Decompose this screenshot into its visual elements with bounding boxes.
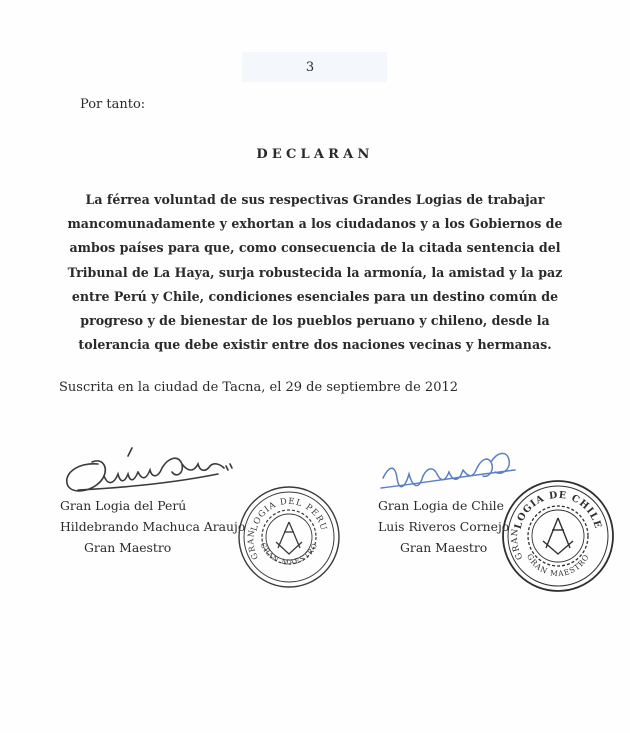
body-line: entre Perú y Chile, condiciones esenciales para un destino común de bbox=[71, 288, 559, 304]
body-line: La férrea voluntad de sus respectivas Grandes Logias de trabajar bbox=[85, 192, 545, 207]
svg-text:GRAN MAESTRO bbox=[525, 552, 591, 578]
page-number: 3 bbox=[305, 60, 315, 75]
closing-line: Suscrita en la ciudad de Tacna, el 29 de septiembre de 2012 bbox=[59, 380, 459, 395]
signatory-peru bbox=[60, 495, 245, 558]
signatory-title: Gran Maestro bbox=[84, 540, 172, 555]
square-compass-icon bbox=[276, 522, 302, 554]
seal-left-text: GRAN bbox=[509, 527, 526, 562]
signatory-chile bbox=[378, 495, 509, 558]
body-line: tolerancia que debe existir entre dos naciones vecinas y hermanas. bbox=[78, 337, 552, 353]
intro-text: Por tanto: bbox=[80, 97, 146, 112]
declaration-heading: DECLARAN bbox=[256, 147, 374, 162]
declaration-body bbox=[60, 188, 570, 357]
lodge-name: Gran Logia del Perú bbox=[60, 498, 187, 513]
signatory-name: Hildebrando Machuca Araujo bbox=[60, 519, 246, 534]
seal-left-text: GRAN bbox=[246, 528, 261, 562]
square-compass-icon bbox=[543, 518, 573, 554]
body-line: progreso y de bienestar de los pueblos peruano y chileno, desde la bbox=[80, 313, 550, 329]
body-line: ambos países para que, como consecuencia de la citada sentencia del bbox=[69, 240, 561, 256]
svg-text:LOGIA DEL PERU bbox=[250, 497, 329, 533]
seal-bottom-text: GRAN MAESTRO bbox=[258, 541, 320, 567]
seal-top-text: LOGIA DE CHILE bbox=[512, 489, 604, 531]
signatory-name: Luis Riveros Cornejo bbox=[378, 519, 510, 534]
lodge-name: Gran Logia de Chile bbox=[378, 498, 504, 513]
body-line: Tribunal de La Haya, surja robustecida la armonía, la amistad y la paz bbox=[67, 264, 563, 280]
seal-chile bbox=[500, 478, 616, 594]
signatory-title: Gran Maestro bbox=[400, 540, 488, 555]
seal-bottom-text: GRAN MAESTRO bbox=[524, 552, 592, 579]
body-line: mancomunadamente y exhortan a los ciudadanos y a los Gobiernos de bbox=[67, 216, 563, 232]
seal-top-text: LOGIA DEL PERU bbox=[249, 496, 329, 533]
seal-peru bbox=[236, 484, 342, 590]
